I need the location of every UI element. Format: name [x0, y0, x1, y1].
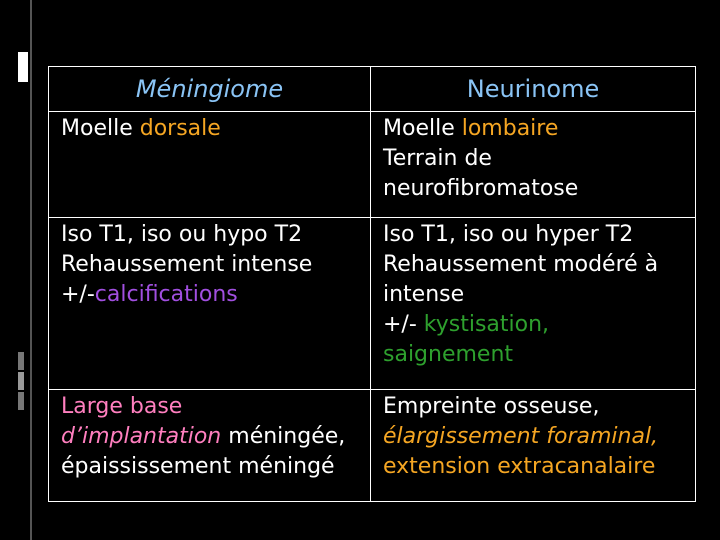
comparison-table	[48, 66, 696, 502]
left-decor-bar-1	[18, 352, 24, 370]
cell-meningiome-imaging	[49, 218, 371, 390]
text-iso-hypo: Iso T1, iso ou hypo T2	[61, 222, 303, 247]
cell-line	[61, 280, 358, 310]
header-neurinome: Neurinome	[371, 67, 696, 112]
text-extension: extension extracanalaire	[383, 454, 656, 479]
cell-line	[383, 114, 683, 144]
cell-line	[61, 422, 358, 452]
text-rehaussement-intense: Rehaussement intense	[61, 252, 313, 277]
cell-line	[383, 310, 683, 340]
text-kystisation: kystisation,	[423, 312, 550, 337]
header-row	[49, 67, 696, 112]
cell-neurinome-bone	[371, 390, 696, 502]
text-calcifications: calcifications	[94, 282, 238, 307]
text-meningee: méningée,	[221, 424, 346, 449]
left-accent-bar	[18, 52, 28, 82]
text-saignement: saignement	[383, 342, 514, 367]
text-moelle: Moelle	[383, 116, 462, 141]
text-empreinte-osseuse: Empreinte osseuse,	[383, 394, 600, 419]
cell-neurinome-imaging	[371, 218, 696, 390]
cell-meningiome-base	[49, 390, 371, 502]
left-decor-bar-2	[18, 372, 24, 390]
table-row	[49, 390, 696, 502]
cell-meningiome-location	[49, 112, 371, 218]
text-plus-minus: +/-	[383, 312, 424, 337]
text-elargissement: élargissement foraminal,	[383, 424, 659, 449]
text-rehaussement-modere: Rehaussement modéré à	[383, 252, 659, 277]
text-dorsale: dorsale	[139, 116, 221, 141]
text-plus-minus: +/-	[61, 282, 95, 307]
table-row	[49, 112, 696, 218]
text-terrain-de: Terrain de	[383, 146, 492, 171]
table-row	[49, 218, 696, 390]
text-epaississement: épaississement méningé	[61, 454, 335, 479]
cell-line	[61, 114, 358, 144]
text-moelle: Moelle	[61, 116, 140, 141]
header-meningiome: Méningiome	[49, 67, 371, 112]
text-implantation: d’implantation	[61, 424, 222, 449]
cell-neurinome-location	[371, 112, 696, 218]
text-lombaire: lombaire	[461, 116, 559, 141]
text-neurofibromatose: neurofibromatose	[383, 176, 579, 201]
text-intense: intense	[383, 282, 465, 307]
left-decor-bar-3	[18, 392, 24, 410]
text-large-base: Large base	[61, 394, 183, 419]
text-iso-hyper: Iso T1, iso ou hyper T2	[383, 222, 634, 247]
left-vertical-line	[30, 0, 32, 540]
